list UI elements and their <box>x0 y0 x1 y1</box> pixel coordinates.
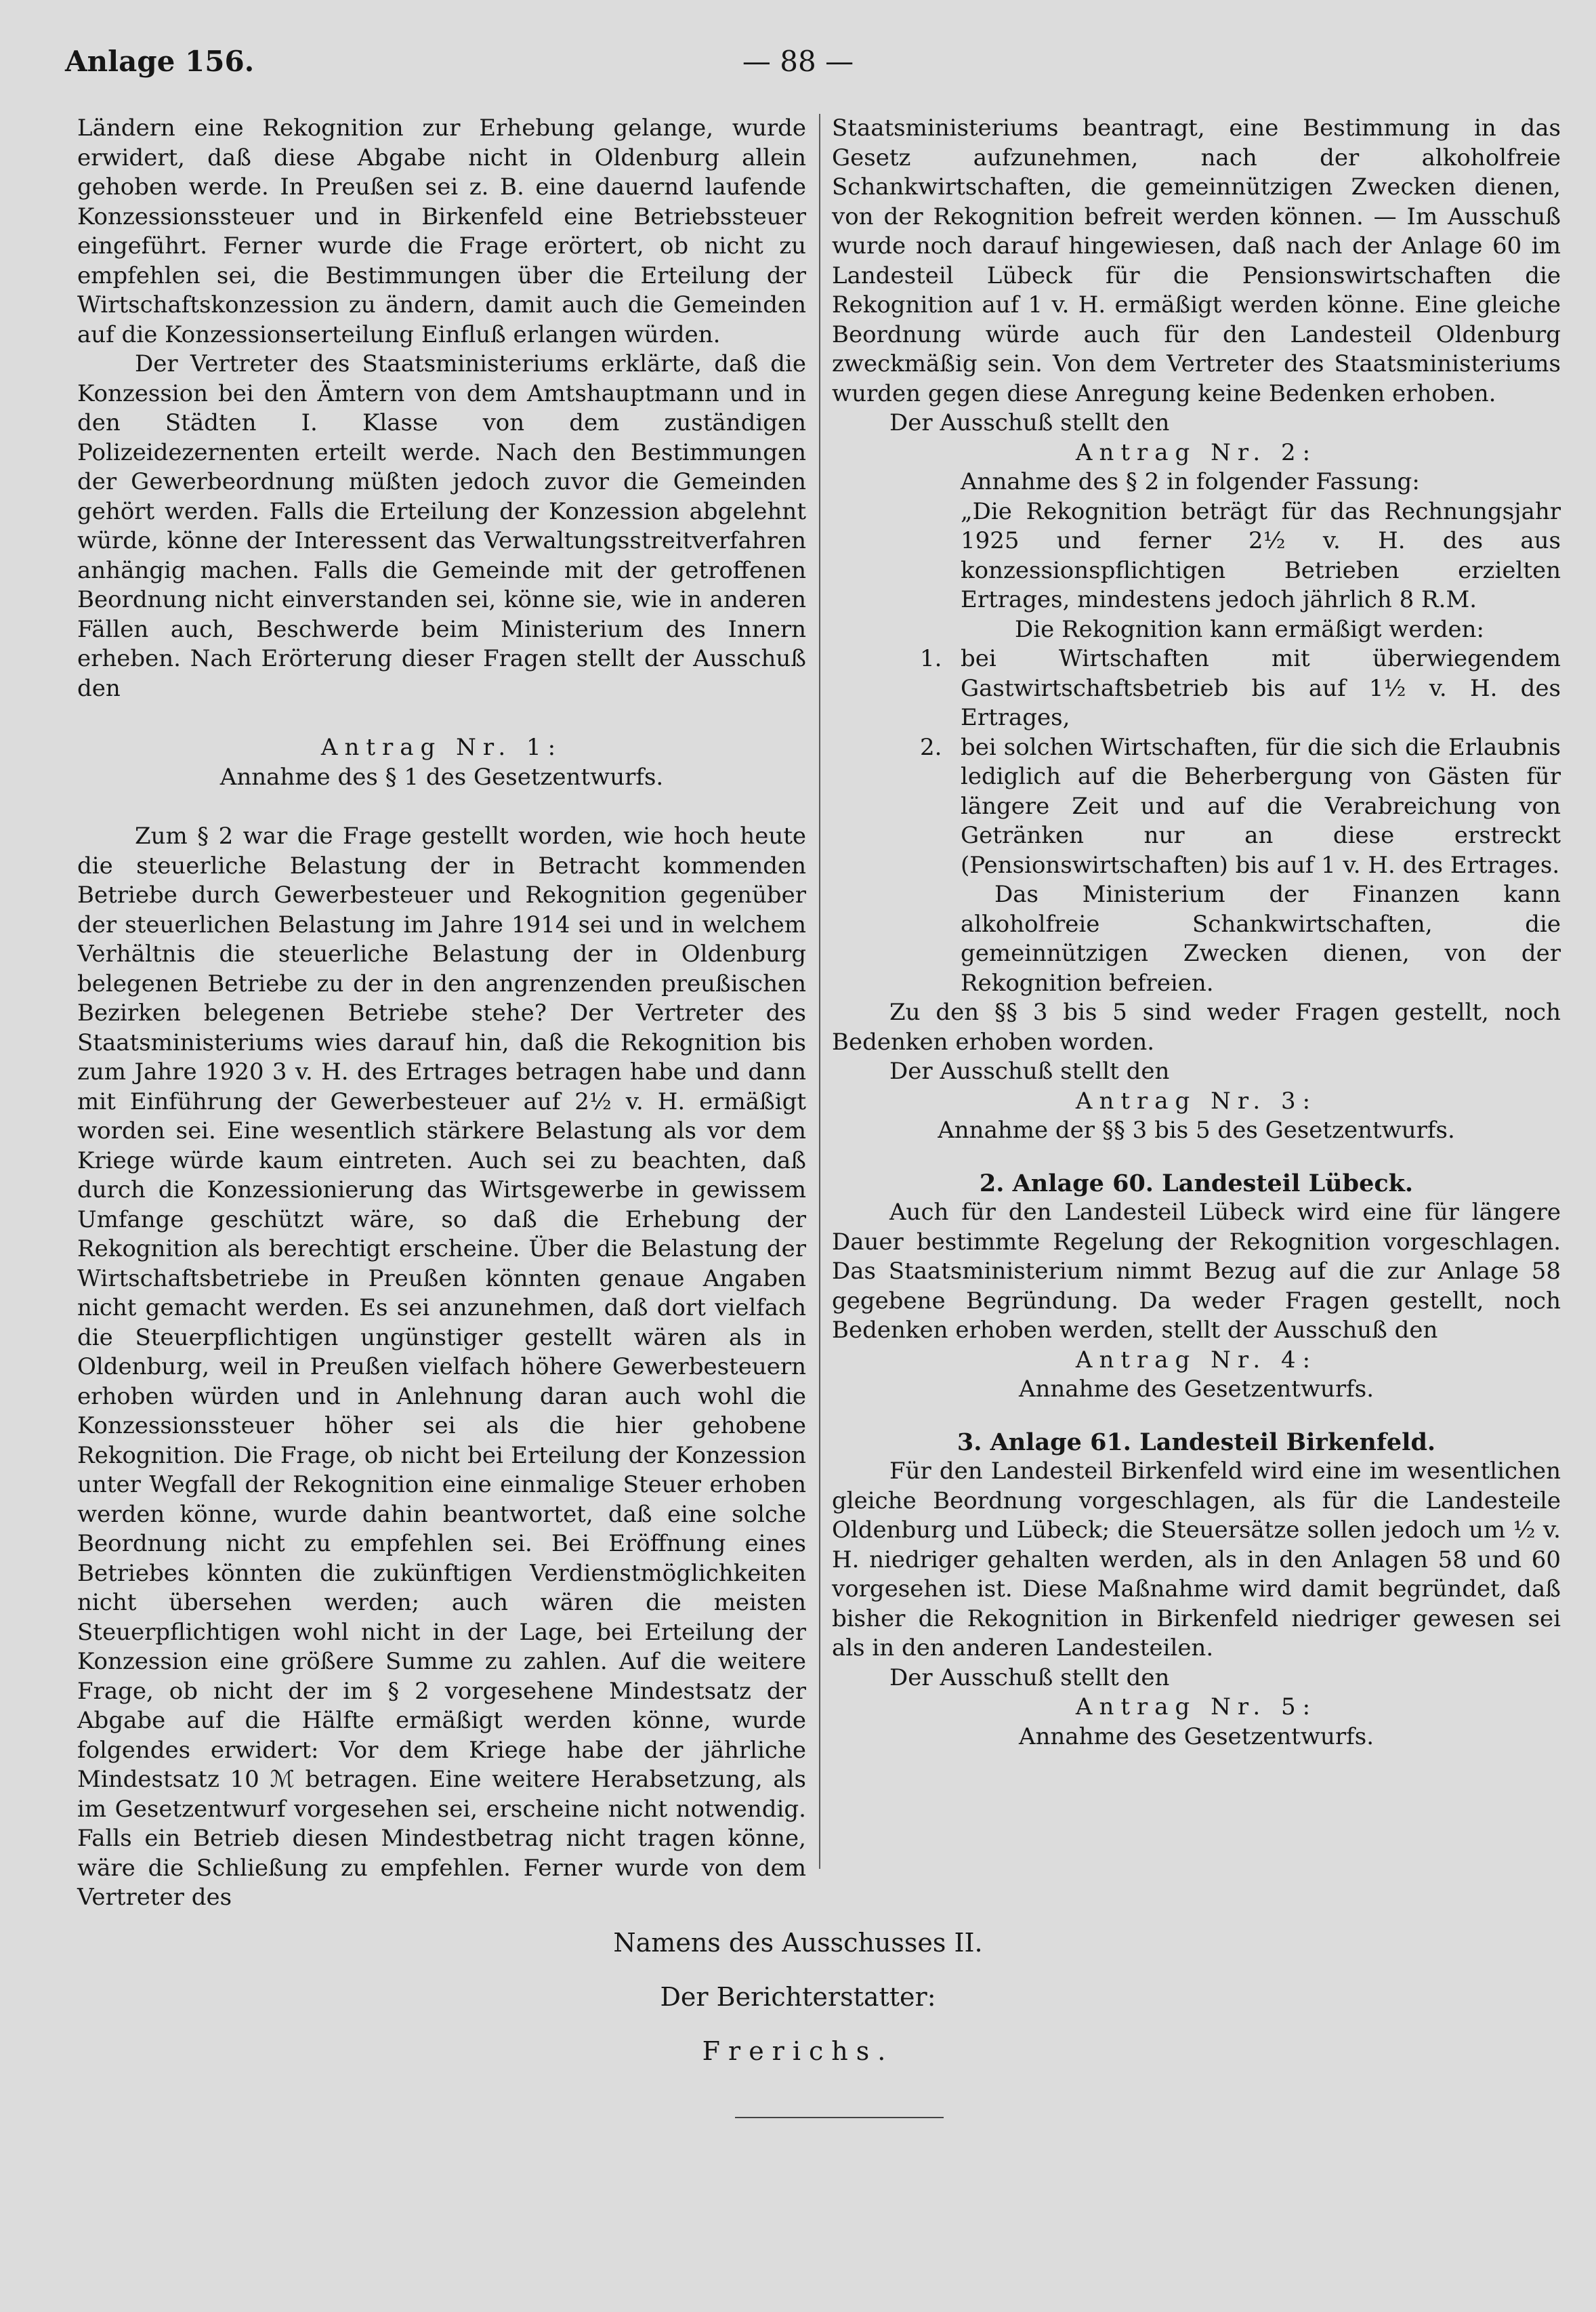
provision-intro: Die Rekognition kann ermäßigt werden: <box>1015 615 1484 643</box>
motion-text: Annahme des Gesetzentwurfs. <box>1018 1722 1374 1750</box>
section-heading: 3. Anlage 61. Landesteil Birkenfeld. <box>957 1428 1436 1456</box>
reduction-list <box>832 644 1561 880</box>
paragraph: Der Ausschuß stellt den <box>889 409 1170 436</box>
column-divider <box>819 114 820 1869</box>
motion-heading: Antrag Nr. 5: <box>1075 1693 1318 1720</box>
motion-text: Annahme des § 2 in folgender Fassung: <box>961 468 1420 495</box>
paragraph: Staatsministeriums beantragt, eine Bestimmung in das Gesetz aufzunehmen, nach der alkoholfreie Schankwirtschaften, die gemeinnützigen Zwecken dienen, von der Rekognition befreit werden können. — Im Ausschuß wurde noch darauf hingewiesen, daß nach der Anlage 60 im Landesteil Lübeck für die Pensionswirtschaften die Rekognition auf 1 v. H. ermäßigt werden könne. Eine gleiche Beordnung würde auch für den Landesteil Oldenburg zweckmäßig sein. Von dem Vertreter des Staatsministeriums wurden gegen diese Anregung keine Bedenken erhoben. <box>832 115 1561 407</box>
motion-heading: Antrag Nr. 1: <box>320 734 563 761</box>
paragraph: Zum § 2 war die Frage gestellt worden, wie hoch heute die steuerliche Belastung der in Betracht kommenden Betriebe durch Gewerbesteuer und Rekognition gegenüber der steuerlichen Belastung im Jahre 1914 sei und in welchem Verhältnis die steuerliche Belastung der in Oldenburg belegenen Betriebe zu der in den angrenzenden preußischen Bezirken belegenen Betriebe stehe? Der Vertreter des Staatsministeriums wies darauf hin, daß die Rekognition bis zum Jahre 1920 3 v. H. des Ertrages betragen habe und dann mit Einführung der Gewerbesteuer auf 2½ v. H. ermäßigt worden sei. Eine wesentlich stärkere Belastung als vor dem Kriege würde kaum eintreten. Auch sei zu beachten, daß durch die Konzessionierung das Wirtsgewerbe in gewissem Umfange geschützt wäre, so daß die Erhebung der Rekognition als berechtigt erscheine. Über die Belastung der Wirtschaftsbetriebe in Preußen könnten genaue Angaben nicht gemacht werden. Es sei anzunehmen, daß dort vielfach die Steuerpflichtigen ungünstiger gestellt wären als in Oldenburg, weil in Preußen vielfach höhere Gewerbesteuern erhoben würden und in Anlehnung daran auch wohl die Konzessionssteuer höher sei als die hier gehobene Rekognition. Die Frage, ob nicht bei Erteilung der Konzession unter Wegfall der Rekognition eine einmalige Steuer erhoben werden könne, wurde dahin beantwortet, daß eine solche Beordnung nicht zu empfehlen sei. Bei Eröffnung eines Betriebes könnten die zukünftigen Verdienstmöglichkeiten nicht übersehen werden; auch wären die meisten Steuerpflichtigen wohl nicht in der Lage, bei Erteilung der Konzession eine größere Summe zu zahlen. Auf die weitere Frage, ob nicht der im § 2 vorgesehene Mindestsatz der Abgabe auf die Hälfte ermäßigt werden könne, wurde folgendes erwidert: Vor dem Kriege habe der jährliche Mindestsatz 10 ℳ betragen. Eine weitere Herabsetzung, als im Gesetzentwurf vorgesehen sei, erscheine nicht notwendig. Falls ein Betrieb diesen Mindestbetrag nicht tragen könne, wäre die Schließung zu empfehlen. Ferner wurde von dem Vertreter des <box>77 823 806 1911</box>
motion-text: Annahme des § 1 des Gesetzentwurfs. <box>219 763 664 791</box>
motion-heading: Antrag Nr. 4: <box>1075 1346 1318 1374</box>
paragraph: Zu den §§ 3 bis 5 sind weder Fragen gestellt, noch Bedenken erhoben worden. <box>832 999 1561 1056</box>
committee-signature-line: Namens des Ausschusses II. <box>613 1928 983 1958</box>
paragraph: Der Vertreter des Staatsministeriums erklärte, daß die Konzession bei den Ämtern von dem Amtshauptmann und in den Städten I. Klasse von dem zuständigen Polizeidezernenten erteilt werde. Nach den Bestimmungen der Gewerbeordnung müßten jedoch zuvor die Gemeinden gehört werden. Falls die Erteilung der Konzession abgelehnt würde, könne der Interessent das Verwaltungsstreitverfahren anhängig machen. Falls die Gemeinde mit der getroffenen Beordnung nicht einverstanden sei, könne sie, wie in anderen Fällen auch, Beschwerde beim Ministerium des Innern erheben. Nach Erörterung dieser Fragen stellt der Ausschuß den <box>77 350 806 702</box>
rapporteur-label: Der Berichterstatter: <box>660 1982 936 2012</box>
motion-text: Annahme der §§ 3 bis 5 des Gesetzentwurfs. <box>938 1117 1455 1144</box>
paragraph: Für den Landesteil Birkenfeld wird eine im wesentlichen gleiche Beordnung vorgeschlagen, als für die Landesteile Oldenburg und Lübeck; die Steuersätze sollen jedoch um ½ v. H. niedriger gehalten werden, als in den Anlagen 58 und 60 vorgesehen ist. Diese Maßnahme wird damit begründet, daß bisher die Rekognition in Birkenfeld niedriger gewesen sei als in den anderen Landesteilen. <box>832 1458 1561 1661</box>
paragraph: Auch für den Landesteil Lübeck wird eine für längere Dauer bestimmte Regelung der Rekognition vorgeschlagen. Das Staatsministerium nimmt Bezug auf die zur Anlage 58 gegebene Begründung. Da weder Fragen gestellt, noch Bedenken erhoben werden, stellt der Ausschuß den <box>832 1199 1561 1344</box>
motion-heading: Antrag Nr. 2: <box>1075 438 1318 466</box>
appendix-label: Anlage 156. <box>65 45 255 78</box>
motion-text: Annahme des Gesetzentwurfs. <box>1018 1376 1374 1403</box>
paragraph: Der Ausschuß stellt den <box>889 1058 1170 1085</box>
left-column <box>77 114 806 1913</box>
provision-exemption: Das Ministerium der Finanzen kann alkoholfreie Schankwirtschaften, die gemeinnützigen Zwecken dienen, von der Rekognition befreien. <box>961 881 1561 997</box>
paragraph: Ländern eine Rekognition zur Erhebung gelange, wurde erwidert, daß diese Abgabe nicht in Oldenburg allein gehoben werde. In Preußen sei z. B. eine dauernd laufende Konzessionssteuer und in Birkenfeld eine Betriebssteuer eingeführt. Ferner wurde die Frage erörtert, ob nicht zu empfehlen sei, die Bestimmungen über die Erteilung der Wirtschaftskonzession zu ändern, damit auch die Gemeinden auf die Konzessionserteilung Einfluß erlangen würden. <box>77 115 806 348</box>
page-number: — 88 — <box>742 45 854 78</box>
quoted-provision: „Die Rekognition beträgt für das Rechnungsjahr 1925 und ferner 2½ v. H. des aus konzessionspflichtigen Betrieben erzielten Ertrages, mindestens jedoch jährlich 8 R.M. <box>961 497 1561 613</box>
rapporteur-name: Frerichs. <box>702 2036 894 2066</box>
list-item: 1. bei Wirtschaften mit überwiegendem Gastwirtschaftsbetrieb bis auf 1½ v. H. des Ertrages, <box>920 645 1561 731</box>
list-item: 2. bei solchen Wirtschaften, für die sich die Erlaubnis lediglich auf die Beherbergung von Gästen für längere Zeit und auf die Verabreichung von Getränken nur an diese erstreckt (Pensionswirtschaften) bis auf 1 v. H. des Ertrages. <box>920 733 1561 879</box>
page-header <box>0 45 1596 85</box>
end-rule <box>735 2117 944 2118</box>
section-heading: 2. Anlage 60. Landesteil Lübeck. <box>979 1169 1414 1197</box>
right-column <box>832 114 1561 1752</box>
motion-heading: Antrag Nr. 3: <box>1075 1087 1318 1115</box>
paragraph: Der Ausschuß stellt den <box>889 1664 1170 1691</box>
